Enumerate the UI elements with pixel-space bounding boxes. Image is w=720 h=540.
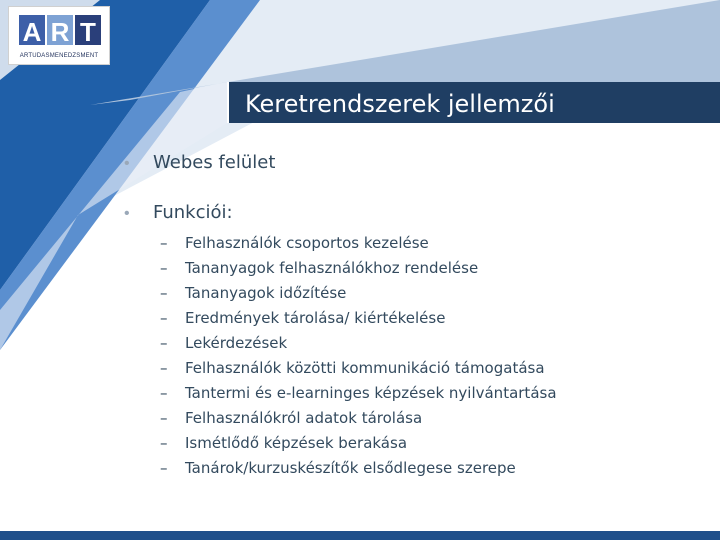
sub-list-item — [160, 459, 704, 484]
sub-list-item — [160, 259, 704, 284]
company-logo — [8, 6, 110, 65]
dash-marker: – — [160, 284, 168, 302]
bottom-rule — [0, 531, 720, 540]
slide-content — [124, 152, 704, 484]
dash-marker: – — [160, 334, 168, 352]
title-bar — [227, 82, 720, 123]
sub-list-item-text: Felhasználókról adatok tárolása — [185, 409, 423, 427]
sub-list-item — [160, 359, 704, 384]
bullet-text-functions: Funkciói: — [153, 202, 233, 223]
sub-list-item-text: Tantermi és e-learninges képzések nyilvántartása — [185, 384, 557, 402]
dash-marker: – — [160, 309, 168, 327]
sub-list-item-text: Tananyagok időzítése — [185, 284, 347, 302]
bullet-item — [124, 202, 704, 230]
sub-list-item — [160, 434, 704, 459]
bullet-text-web-interface: Webes felület — [153, 152, 276, 173]
dash-marker: – — [160, 384, 168, 402]
sub-list-item — [160, 384, 704, 409]
sub-list-item-text: Felhasználók közötti kommunikáció támogatása — [185, 359, 545, 377]
bullet-marker: • — [124, 205, 130, 222]
bullet-marker: • — [124, 155, 130, 172]
sub-list-item-text: Tanárok/kurzuskészítők elsődlegese szerepe — [185, 459, 516, 477]
dash-marker: – — [160, 459, 168, 477]
dash-marker: – — [160, 359, 168, 377]
logo-letter-r: R — [50, 17, 70, 47]
dash-marker: – — [160, 409, 168, 427]
sub-list-item — [160, 309, 704, 334]
sub-list-item-text: Eredmények tárolása/ kiértékelése — [185, 309, 446, 327]
sub-list-item — [160, 334, 704, 359]
slide-title: Keretrendszerek jellemzői — [245, 90, 555, 118]
sub-list-item-text: Felhasználók csoportos kezelése — [185, 234, 429, 252]
sub-list-item-text: Ismétlődő képzések berakása — [185, 434, 408, 452]
dash-marker: – — [160, 234, 168, 252]
logo-letter-a: A — [22, 17, 42, 47]
sub-list-item-text: Lekérdezések — [185, 334, 288, 352]
dash-marker: – — [160, 434, 168, 452]
sub-list-item-text: Tananyagok felhasználókhoz rendelése — [185, 259, 479, 277]
logo-letter-t: T — [80, 17, 96, 47]
sub-list-item — [160, 284, 704, 309]
logo-caption: ARTUDASMENEDZSMENT — [19, 53, 99, 59]
bullet-item — [124, 152, 704, 180]
dash-marker: – — [160, 259, 168, 277]
functions-sub-list — [124, 234, 704, 484]
sub-list-item — [160, 409, 704, 434]
sub-list-item — [160, 234, 704, 259]
